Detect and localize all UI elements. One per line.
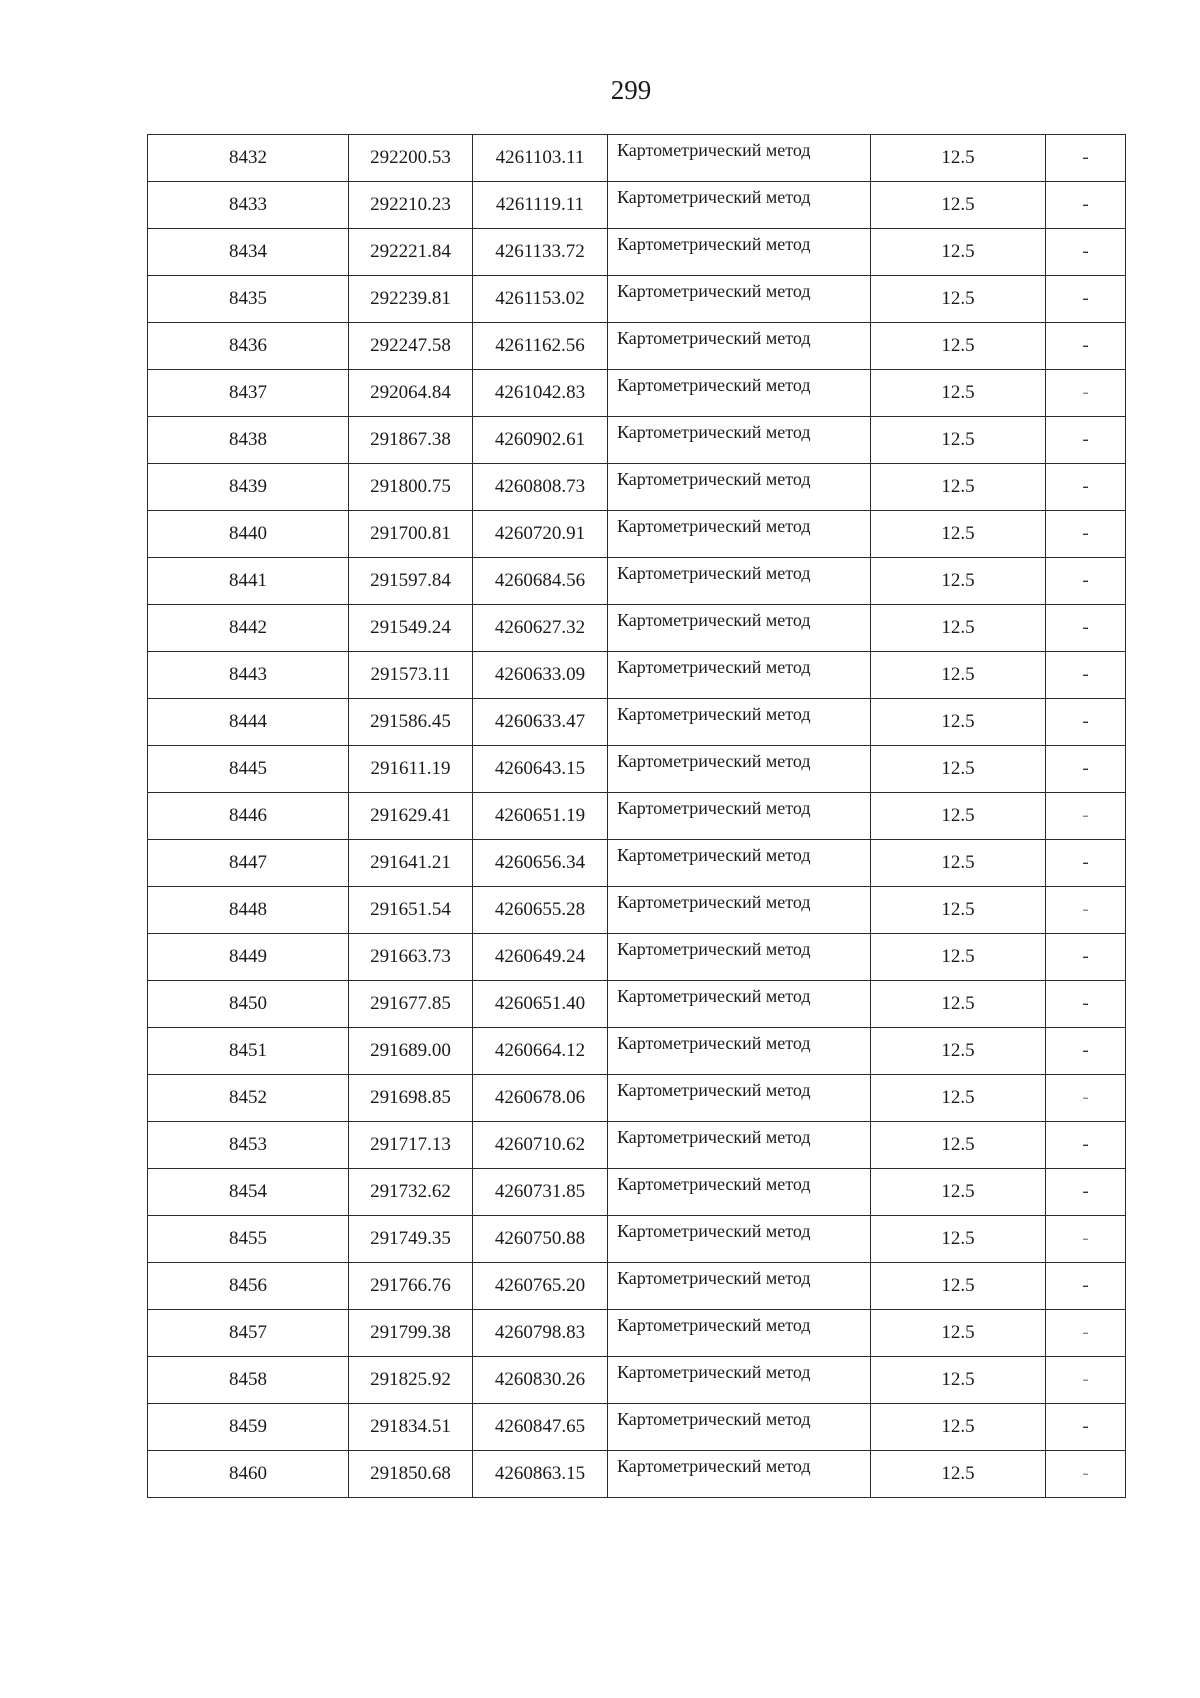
accuracy-cell: 12.5 <box>871 464 1046 511</box>
note-cell: - <box>1046 605 1126 652</box>
point-id-cell: 8449 <box>148 934 349 981</box>
method-cell: Картометрический метод <box>608 1404 871 1451</box>
y-coordinate-cell: 4260847.65 <box>473 1404 608 1451</box>
point-id-cell: 8443 <box>148 652 349 699</box>
point-id-cell: 8434 <box>148 229 349 276</box>
method-cell: Картометрический метод <box>608 1216 871 1263</box>
x-coordinate-cell: 291867.38 <box>349 417 473 464</box>
y-coordinate-cell: 4260649.24 <box>473 934 608 981</box>
x-coordinate-cell: 291799.38 <box>349 1310 473 1357</box>
note-cell: - <box>1046 746 1126 793</box>
point-id-cell: 8445 <box>148 746 349 793</box>
y-coordinate-cell: 4260720.91 <box>473 511 608 558</box>
accuracy-cell: 12.5 <box>871 558 1046 605</box>
point-id-cell: 8436 <box>148 323 349 370</box>
method-cell: Картометрический метод <box>608 1028 871 1075</box>
x-coordinate-cell: 291651.54 <box>349 887 473 934</box>
accuracy-cell: 12.5 <box>871 934 1046 981</box>
point-id-cell: 8448 <box>148 887 349 934</box>
x-coordinate-cell: 291800.75 <box>349 464 473 511</box>
method-cell: Картометрический метод <box>608 464 871 511</box>
table-row <box>148 1028 1126 1075</box>
note-cell: - <box>1046 1216 1126 1263</box>
y-coordinate-cell: 4260643.15 <box>473 746 608 793</box>
note-cell: - <box>1046 1404 1126 1451</box>
accuracy-cell: 12.5 <box>871 1404 1046 1451</box>
method-cell: Картометрический метод <box>608 793 871 840</box>
accuracy-cell: 12.5 <box>871 229 1046 276</box>
accuracy-cell: 12.5 <box>871 652 1046 699</box>
accuracy-cell: 12.5 <box>871 1263 1046 1310</box>
method-cell: Картометрический метод <box>608 229 871 276</box>
method-cell: Картометрический метод <box>608 1310 871 1357</box>
note-cell: - <box>1046 1357 1126 1404</box>
method-cell: Картометрический метод <box>608 417 871 464</box>
y-coordinate-cell: 4261133.72 <box>473 229 608 276</box>
note-cell: - <box>1046 1451 1126 1498</box>
table-row <box>148 370 1126 417</box>
point-id-cell: 8455 <box>148 1216 349 1263</box>
table-row <box>148 1451 1126 1498</box>
table-row <box>148 464 1126 511</box>
note-cell: - <box>1046 1075 1126 1122</box>
y-coordinate-cell: 4260656.34 <box>473 840 608 887</box>
method-cell: Картометрический метод <box>608 887 871 934</box>
note-cell: - <box>1046 182 1126 229</box>
accuracy-cell: 12.5 <box>871 840 1046 887</box>
method-cell: Картометрический метод <box>608 182 871 229</box>
accuracy-cell: 12.5 <box>871 323 1046 370</box>
method-cell: Картометрический метод <box>608 558 871 605</box>
y-coordinate-cell: 4261103.11 <box>473 135 608 182</box>
method-cell: Картометрический метод <box>608 652 871 699</box>
table-row <box>148 981 1126 1028</box>
y-coordinate-cell: 4260627.32 <box>473 605 608 652</box>
x-coordinate-cell: 291749.35 <box>349 1216 473 1263</box>
table-row <box>148 417 1126 464</box>
accuracy-cell: 12.5 <box>871 981 1046 1028</box>
y-coordinate-cell: 4260808.73 <box>473 464 608 511</box>
method-cell: Картометрический метод <box>608 1357 871 1404</box>
point-id-cell: 8459 <box>148 1404 349 1451</box>
y-coordinate-cell: 4260651.19 <box>473 793 608 840</box>
point-id-cell: 8432 <box>148 135 349 182</box>
y-coordinate-cell: 4260684.56 <box>473 558 608 605</box>
method-cell: Картометрический метод <box>608 323 871 370</box>
method-cell: Картометрический метод <box>608 981 871 1028</box>
accuracy-cell: 12.5 <box>871 605 1046 652</box>
y-coordinate-cell: 4261162.56 <box>473 323 608 370</box>
x-coordinate-cell: 291677.85 <box>349 981 473 1028</box>
point-id-cell: 8452 <box>148 1075 349 1122</box>
point-id-cell: 8435 <box>148 276 349 323</box>
method-cell: Картометрический метод <box>608 276 871 323</box>
table-row <box>148 793 1126 840</box>
x-coordinate-cell: 291586.45 <box>349 699 473 746</box>
x-coordinate-cell: 291663.73 <box>349 934 473 981</box>
x-coordinate-cell: 291850.68 <box>349 1451 473 1498</box>
x-coordinate-cell: 291641.21 <box>349 840 473 887</box>
y-coordinate-cell: 4260633.09 <box>473 652 608 699</box>
point-id-cell: 8438 <box>148 417 349 464</box>
note-cell: - <box>1046 1122 1126 1169</box>
note-cell: - <box>1046 558 1126 605</box>
accuracy-cell: 12.5 <box>871 1028 1046 1075</box>
y-coordinate-cell: 4260710.62 <box>473 1122 608 1169</box>
method-cell: Картометрический метод <box>608 370 871 417</box>
y-coordinate-cell: 4260765.20 <box>473 1263 608 1310</box>
note-cell: - <box>1046 981 1126 1028</box>
method-cell: Картометрический метод <box>608 1169 871 1216</box>
point-id-cell: 8437 <box>148 370 349 417</box>
point-id-cell: 8440 <box>148 511 349 558</box>
note-cell: - <box>1046 652 1126 699</box>
x-coordinate-cell: 291698.85 <box>349 1075 473 1122</box>
note-cell: - <box>1046 229 1126 276</box>
method-cell: Картометрический метод <box>608 135 871 182</box>
y-coordinate-cell: 4261042.83 <box>473 370 608 417</box>
method-cell: Картометрический метод <box>608 1263 871 1310</box>
page-number: 299 <box>610 75 652 105</box>
note-cell: - <box>1046 887 1126 934</box>
x-coordinate-cell: 291549.24 <box>349 605 473 652</box>
note-cell: - <box>1046 1310 1126 1357</box>
method-cell: Картометрический метод <box>608 1075 871 1122</box>
table-row <box>148 1075 1126 1122</box>
point-id-cell: 8454 <box>148 1169 349 1216</box>
point-id-cell: 8446 <box>148 793 349 840</box>
note-cell: - <box>1046 1263 1126 1310</box>
accuracy-cell: 12.5 <box>871 887 1046 934</box>
x-coordinate-cell: 292239.81 <box>349 276 473 323</box>
point-id-cell: 8447 <box>148 840 349 887</box>
point-id-cell: 8458 <box>148 1357 349 1404</box>
point-id-cell: 8439 <box>148 464 349 511</box>
point-id-cell: 8456 <box>148 1263 349 1310</box>
accuracy-cell: 12.5 <box>871 417 1046 464</box>
accuracy-cell: 12.5 <box>871 1357 1046 1404</box>
point-id-cell: 8450 <box>148 981 349 1028</box>
note-cell: - <box>1046 793 1126 840</box>
table-row <box>148 1404 1126 1451</box>
x-coordinate-cell: 291834.51 <box>349 1404 473 1451</box>
x-coordinate-cell: 292221.84 <box>349 229 473 276</box>
x-coordinate-cell: 292064.84 <box>349 370 473 417</box>
x-coordinate-cell: 291573.11 <box>349 652 473 699</box>
x-coordinate-cell: 291732.62 <box>349 1169 473 1216</box>
accuracy-cell: 12.5 <box>871 1075 1046 1122</box>
y-coordinate-cell: 4260863.15 <box>473 1451 608 1498</box>
table-row <box>148 1216 1126 1263</box>
x-coordinate-cell: 291717.13 <box>349 1122 473 1169</box>
accuracy-cell: 12.5 <box>871 793 1046 840</box>
accuracy-cell: 12.5 <box>871 511 1046 558</box>
method-cell: Картометрический метод <box>608 699 871 746</box>
method-cell: Картометрический метод <box>608 1451 871 1498</box>
y-coordinate-cell: 4261119.11 <box>473 182 608 229</box>
note-cell: - <box>1046 135 1126 182</box>
note-cell: - <box>1046 699 1126 746</box>
y-coordinate-cell: 4260633.47 <box>473 699 608 746</box>
table-row <box>148 511 1126 558</box>
accuracy-cell: 12.5 <box>871 1169 1046 1216</box>
table-row <box>148 840 1126 887</box>
note-cell: - <box>1046 323 1126 370</box>
x-coordinate-cell: 291597.84 <box>349 558 473 605</box>
accuracy-cell: 12.5 <box>871 370 1046 417</box>
x-coordinate-cell: 291629.41 <box>349 793 473 840</box>
point-id-cell: 8453 <box>148 1122 349 1169</box>
table-row <box>148 1263 1126 1310</box>
x-coordinate-cell: 291825.92 <box>349 1357 473 1404</box>
point-id-cell: 8433 <box>148 182 349 229</box>
x-coordinate-cell: 292210.23 <box>349 182 473 229</box>
table-row <box>148 323 1126 370</box>
note-cell: - <box>1046 934 1126 981</box>
note-cell: - <box>1046 1028 1126 1075</box>
point-id-cell: 8460 <box>148 1451 349 1498</box>
note-cell: - <box>1046 370 1126 417</box>
note-cell: - <box>1046 1169 1126 1216</box>
y-coordinate-cell: 4260902.61 <box>473 417 608 464</box>
point-id-cell: 8442 <box>148 605 349 652</box>
note-cell: - <box>1046 276 1126 323</box>
table-row <box>148 558 1126 605</box>
table-row <box>148 1169 1126 1216</box>
x-coordinate-cell: 292200.53 <box>349 135 473 182</box>
accuracy-cell: 12.5 <box>871 1451 1046 1498</box>
table-row <box>148 605 1126 652</box>
table-row <box>148 1122 1126 1169</box>
note-cell: - <box>1046 417 1126 464</box>
y-coordinate-cell: 4260664.12 <box>473 1028 608 1075</box>
y-coordinate-cell: 4260830.26 <box>473 1357 608 1404</box>
point-id-cell: 8444 <box>148 699 349 746</box>
table-row <box>148 746 1126 793</box>
accuracy-cell: 12.5 <box>871 1216 1046 1263</box>
accuracy-cell: 12.5 <box>871 746 1046 793</box>
x-coordinate-cell: 291766.76 <box>349 1263 473 1310</box>
y-coordinate-cell: 4260651.40 <box>473 981 608 1028</box>
table-row <box>148 1357 1126 1404</box>
table-row <box>148 699 1126 746</box>
note-cell: - <box>1046 511 1126 558</box>
table-row <box>148 276 1126 323</box>
y-coordinate-cell: 4260678.06 <box>473 1075 608 1122</box>
point-id-cell: 8451 <box>148 1028 349 1075</box>
y-coordinate-cell: 4260731.85 <box>473 1169 608 1216</box>
coordinates-table <box>147 134 1126 1498</box>
y-coordinate-cell: 4261153.02 <box>473 276 608 323</box>
x-coordinate-cell: 291689.00 <box>349 1028 473 1075</box>
accuracy-cell: 12.5 <box>871 276 1046 323</box>
method-cell: Картометрический метод <box>608 840 871 887</box>
accuracy-cell: 12.5 <box>871 182 1046 229</box>
note-cell: - <box>1046 464 1126 511</box>
point-id-cell: 8441 <box>148 558 349 605</box>
point-id-cell: 8457 <box>148 1310 349 1357</box>
y-coordinate-cell: 4260750.88 <box>473 1216 608 1263</box>
note-cell: - <box>1046 840 1126 887</box>
table-row <box>148 934 1126 981</box>
method-cell: Картометрический метод <box>608 511 871 558</box>
table-row <box>148 229 1126 276</box>
table-row <box>148 135 1126 182</box>
method-cell: Картометрический метод <box>608 1122 871 1169</box>
accuracy-cell: 12.5 <box>871 1310 1046 1357</box>
x-coordinate-cell: 291700.81 <box>349 511 473 558</box>
x-coordinate-cell: 292247.58 <box>349 323 473 370</box>
accuracy-cell: 12.5 <box>871 135 1046 182</box>
table-row <box>148 1310 1126 1357</box>
method-cell: Картометрический метод <box>608 934 871 981</box>
y-coordinate-cell: 4260655.28 <box>473 887 608 934</box>
accuracy-cell: 12.5 <box>871 699 1046 746</box>
table-row <box>148 652 1126 699</box>
x-coordinate-cell: 291611.19 <box>349 746 473 793</box>
method-cell: Картометрический метод <box>608 746 871 793</box>
method-cell: Картометрический метод <box>608 605 871 652</box>
table-row <box>148 182 1126 229</box>
accuracy-cell: 12.5 <box>871 1122 1046 1169</box>
y-coordinate-cell: 4260798.83 <box>473 1310 608 1357</box>
table-row <box>148 887 1126 934</box>
coordinates-table-body <box>148 135 1126 1498</box>
